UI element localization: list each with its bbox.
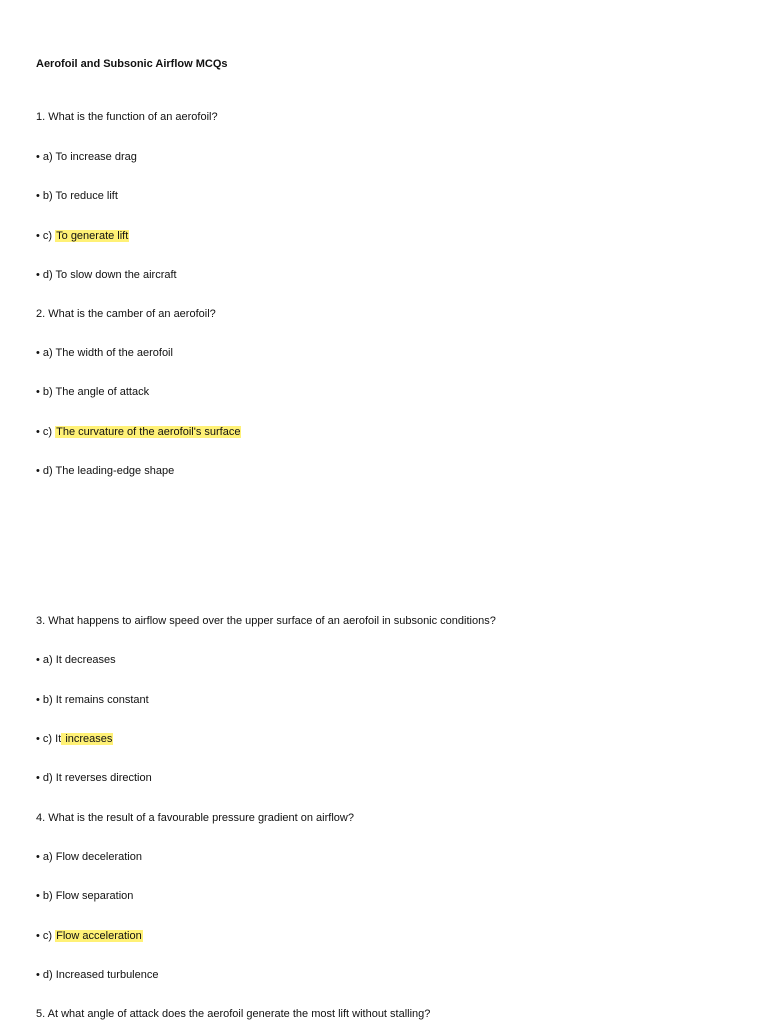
question-2-option-b — [36, 385, 149, 399]
question-5: 5. At what angle of attack does the aerofoil generate the most lift without stalling? — [36, 1008, 431, 1020]
option-text: It remains constant — [55, 694, 149, 706]
highlighted-answer: The curvature of the aerofoil's surface — [56, 426, 241, 438]
question-4-option-b — [36, 889, 133, 903]
question-4: 4. What is the result of a favourable pressure gradient on airflow? — [36, 812, 354, 824]
question-2-option-c — [36, 425, 241, 439]
highlighted-answer: increases — [62, 733, 113, 745]
document-title: Aerofoil and Subsonic Airflow MCQs — [36, 58, 228, 70]
question-3: 3. What happens to airflow speed over the upper surface of an aerofoil in subsonic conditions? — [36, 615, 496, 627]
question-3-option-c — [36, 732, 113, 746]
option-prefix: • c) — [36, 230, 56, 242]
option-text: The leading-edge shape — [55, 465, 175, 477]
option-text: It decreases — [55, 654, 116, 666]
option-prefix: • d) — [36, 269, 56, 281]
question-1-option-b — [36, 189, 118, 203]
question-1-option-a — [36, 150, 137, 164]
option-prefix: • d) — [36, 969, 56, 981]
question-1-option-d — [36, 268, 177, 282]
question-2: 2. What is the camber of an aerofoil? — [36, 308, 216, 320]
highlighted-answer: To generate lift — [56, 230, 129, 242]
option-text: To increase drag — [55, 151, 137, 163]
option-text: Flow separation — [55, 890, 134, 902]
question-3-option-b — [36, 693, 149, 707]
question-4-option-c — [36, 929, 143, 943]
option-text: To reduce lift — [55, 190, 118, 202]
option-prefix: • d) — [36, 465, 56, 477]
option-text: To slow down the aircraft — [55, 269, 177, 281]
option-prefix: • a) — [36, 654, 56, 666]
option-text: Flow deceleration — [55, 851, 142, 863]
question-1: 1. What is the function of an aerofoil? — [36, 111, 218, 123]
question-3-option-a — [36, 653, 116, 667]
option-prefix: • b) — [36, 694, 56, 706]
option-text: It — [55, 733, 62, 745]
question-3-option-d — [36, 771, 152, 785]
option-text: Increased turbulence — [55, 969, 159, 981]
option-prefix: • a) — [36, 347, 56, 359]
option-prefix: • c) — [36, 930, 56, 942]
option-text: The width of the aerofoil — [55, 347, 173, 359]
question-2-option-d — [36, 464, 174, 478]
question-1-option-c — [36, 229, 129, 243]
option-prefix: • c) — [36, 426, 56, 438]
option-prefix: • b) — [36, 386, 56, 398]
question-4-option-a — [36, 850, 142, 864]
option-text: It reverses direction — [55, 772, 152, 784]
option-text: The angle of attack — [55, 386, 150, 398]
highlighted-answer: Flow acceleration — [56, 930, 142, 942]
question-4-option-d — [36, 968, 158, 982]
option-prefix: • b) — [36, 890, 56, 902]
option-prefix: • a) — [36, 851, 56, 863]
option-prefix: • d) — [36, 772, 56, 784]
option-prefix: • c) — [36, 733, 56, 745]
option-prefix: • b) — [36, 190, 56, 202]
question-2-option-a — [36, 346, 173, 360]
option-prefix: • a) — [36, 151, 56, 163]
